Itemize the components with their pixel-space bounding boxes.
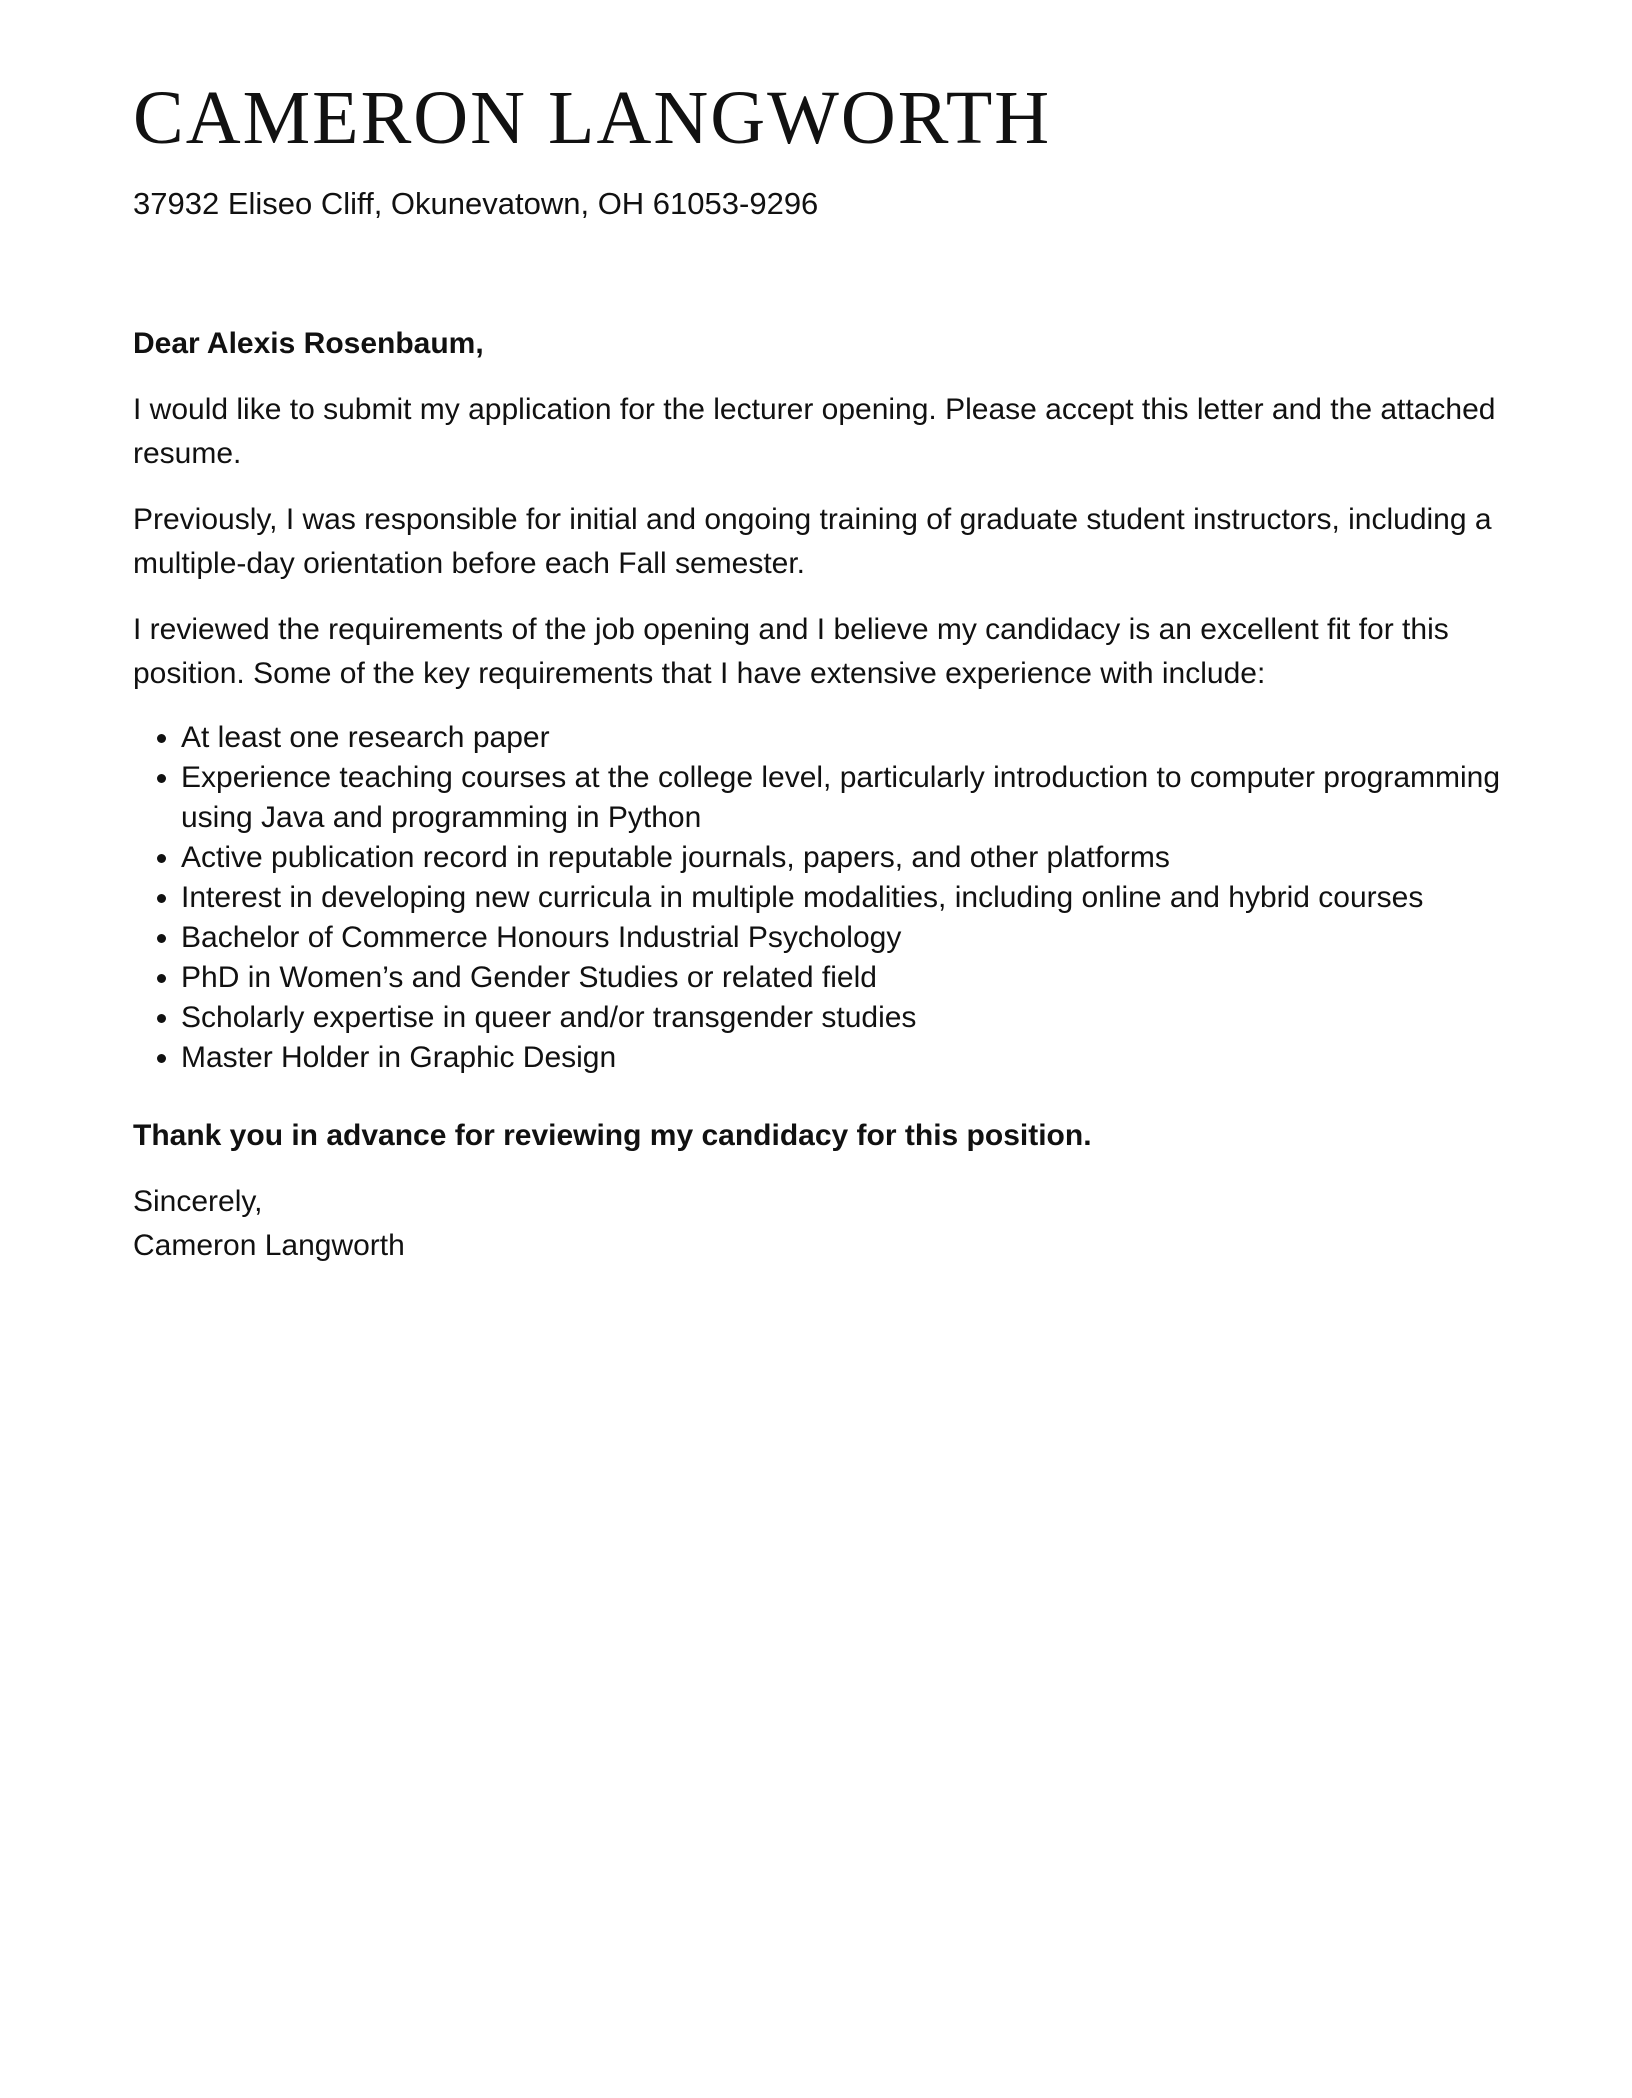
salutation: Dear Alexis Rosenbaum, (133, 327, 484, 361)
applicant-name: CAMERON LANGWORTH (133, 76, 1052, 160)
list-item: • Experience teaching courses at the college level, particularly introduction to computer programming using Java and programming in Python (181, 758, 1503, 838)
applicant-address: 37932 Eliseo Cliff, Okunevatown, OH 61053-9296 (133, 186, 819, 221)
list-item: • Bachelor of Commerce Honours Industrial Psychology (181, 918, 1503, 958)
list-item: • Active publication record in reputable journals, papers, and other platforms (181, 838, 1503, 878)
list-item: • PhD in Women’s and Gender Studies or related field (181, 958, 1503, 998)
closing-statement: Thank you in advance for reviewing my candidacy for this position. (133, 1119, 1092, 1153)
cover-letter-page (133, 76, 1503, 1268)
signoff: Sincerely, (133, 1185, 263, 1219)
list-item: • Scholarly expertise in queer and/or transgender studies (181, 998, 1503, 1038)
paragraph-intro: I would like to submit my application for the lecturer opening. Please accept this letter and the attached resume. (133, 393, 1496, 471)
paragraph-experience: Previously, I was responsible for initial and ongoing training of graduate student instructors, including a multiple-day orientation before each Fall semester. (133, 503, 1492, 581)
requirements-list (133, 718, 1503, 1078)
signature-name: Cameron Langworth (133, 1229, 405, 1263)
signoff-block (133, 1180, 1503, 1268)
list-item: • At least one research paper (181, 718, 1503, 758)
paragraph-requirements: I reviewed the requirements of the job opening and I believe my candidacy is an excellent fit for this position. Some of the key requirements that I have extensive experience with include: (133, 613, 1449, 691)
list-item: • Interest in developing new curricula in multiple modalities, including online and hybrid courses (181, 878, 1503, 918)
list-item: • Master Holder in Graphic Design (181, 1038, 1503, 1078)
